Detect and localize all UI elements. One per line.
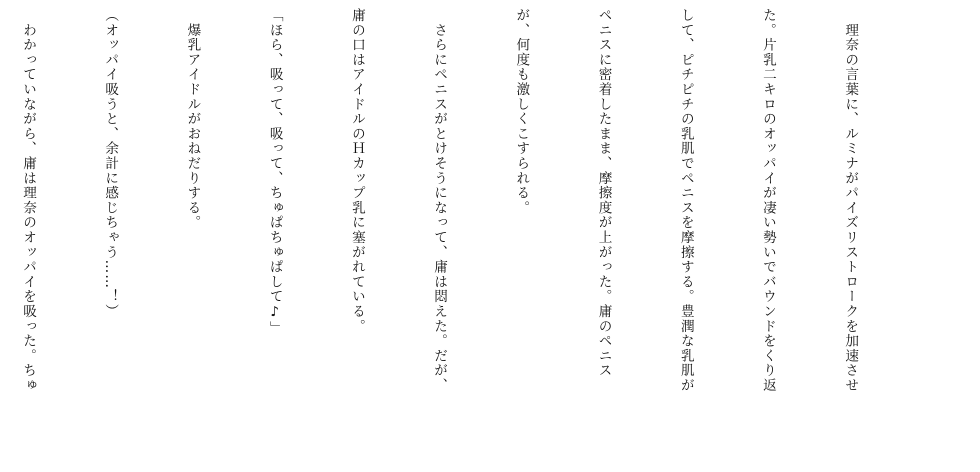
text-line: して、ピチピチの乳肌でペニスを摩擦する。豊潤な乳肌が — [677, 8, 694, 393]
text-line: （オッパイ吸うと、余計に感じちゃう……！） — [102, 8, 119, 319]
text-line: さらにペニスがとけそうになって、庸は悶えた。だが、 — [431, 8, 448, 393]
text-line: 爆乳アイドルがおねだりする。 — [184, 8, 201, 230]
text-line: ペニスに密着したまま、摩擦度が上がった。庸のペニス — [595, 8, 612, 378]
text-line: 庸の口はアイドルのＨカップ乳に塞がれている。 — [348, 8, 365, 334]
text-line: わかっていながら、庸は理奈のオッパイを吸った。ちゅ — [20, 8, 36, 393]
text-line: が、何度も激しくこすられる。 — [513, 8, 530, 216]
vertical-text-body — [0, 8, 918, 464]
text-line: 「ほら、吸って、吸って、ちゅぱちゅぱして♪」 — [266, 8, 283, 336]
text-line: た。片乳二キロのオッパイが凄い勢いでバウンドをくり返 — [759, 8, 776, 393]
text-line: 理奈の言葉に、ルミナがパイズリストロークを加速させ — [842, 8, 859, 393]
